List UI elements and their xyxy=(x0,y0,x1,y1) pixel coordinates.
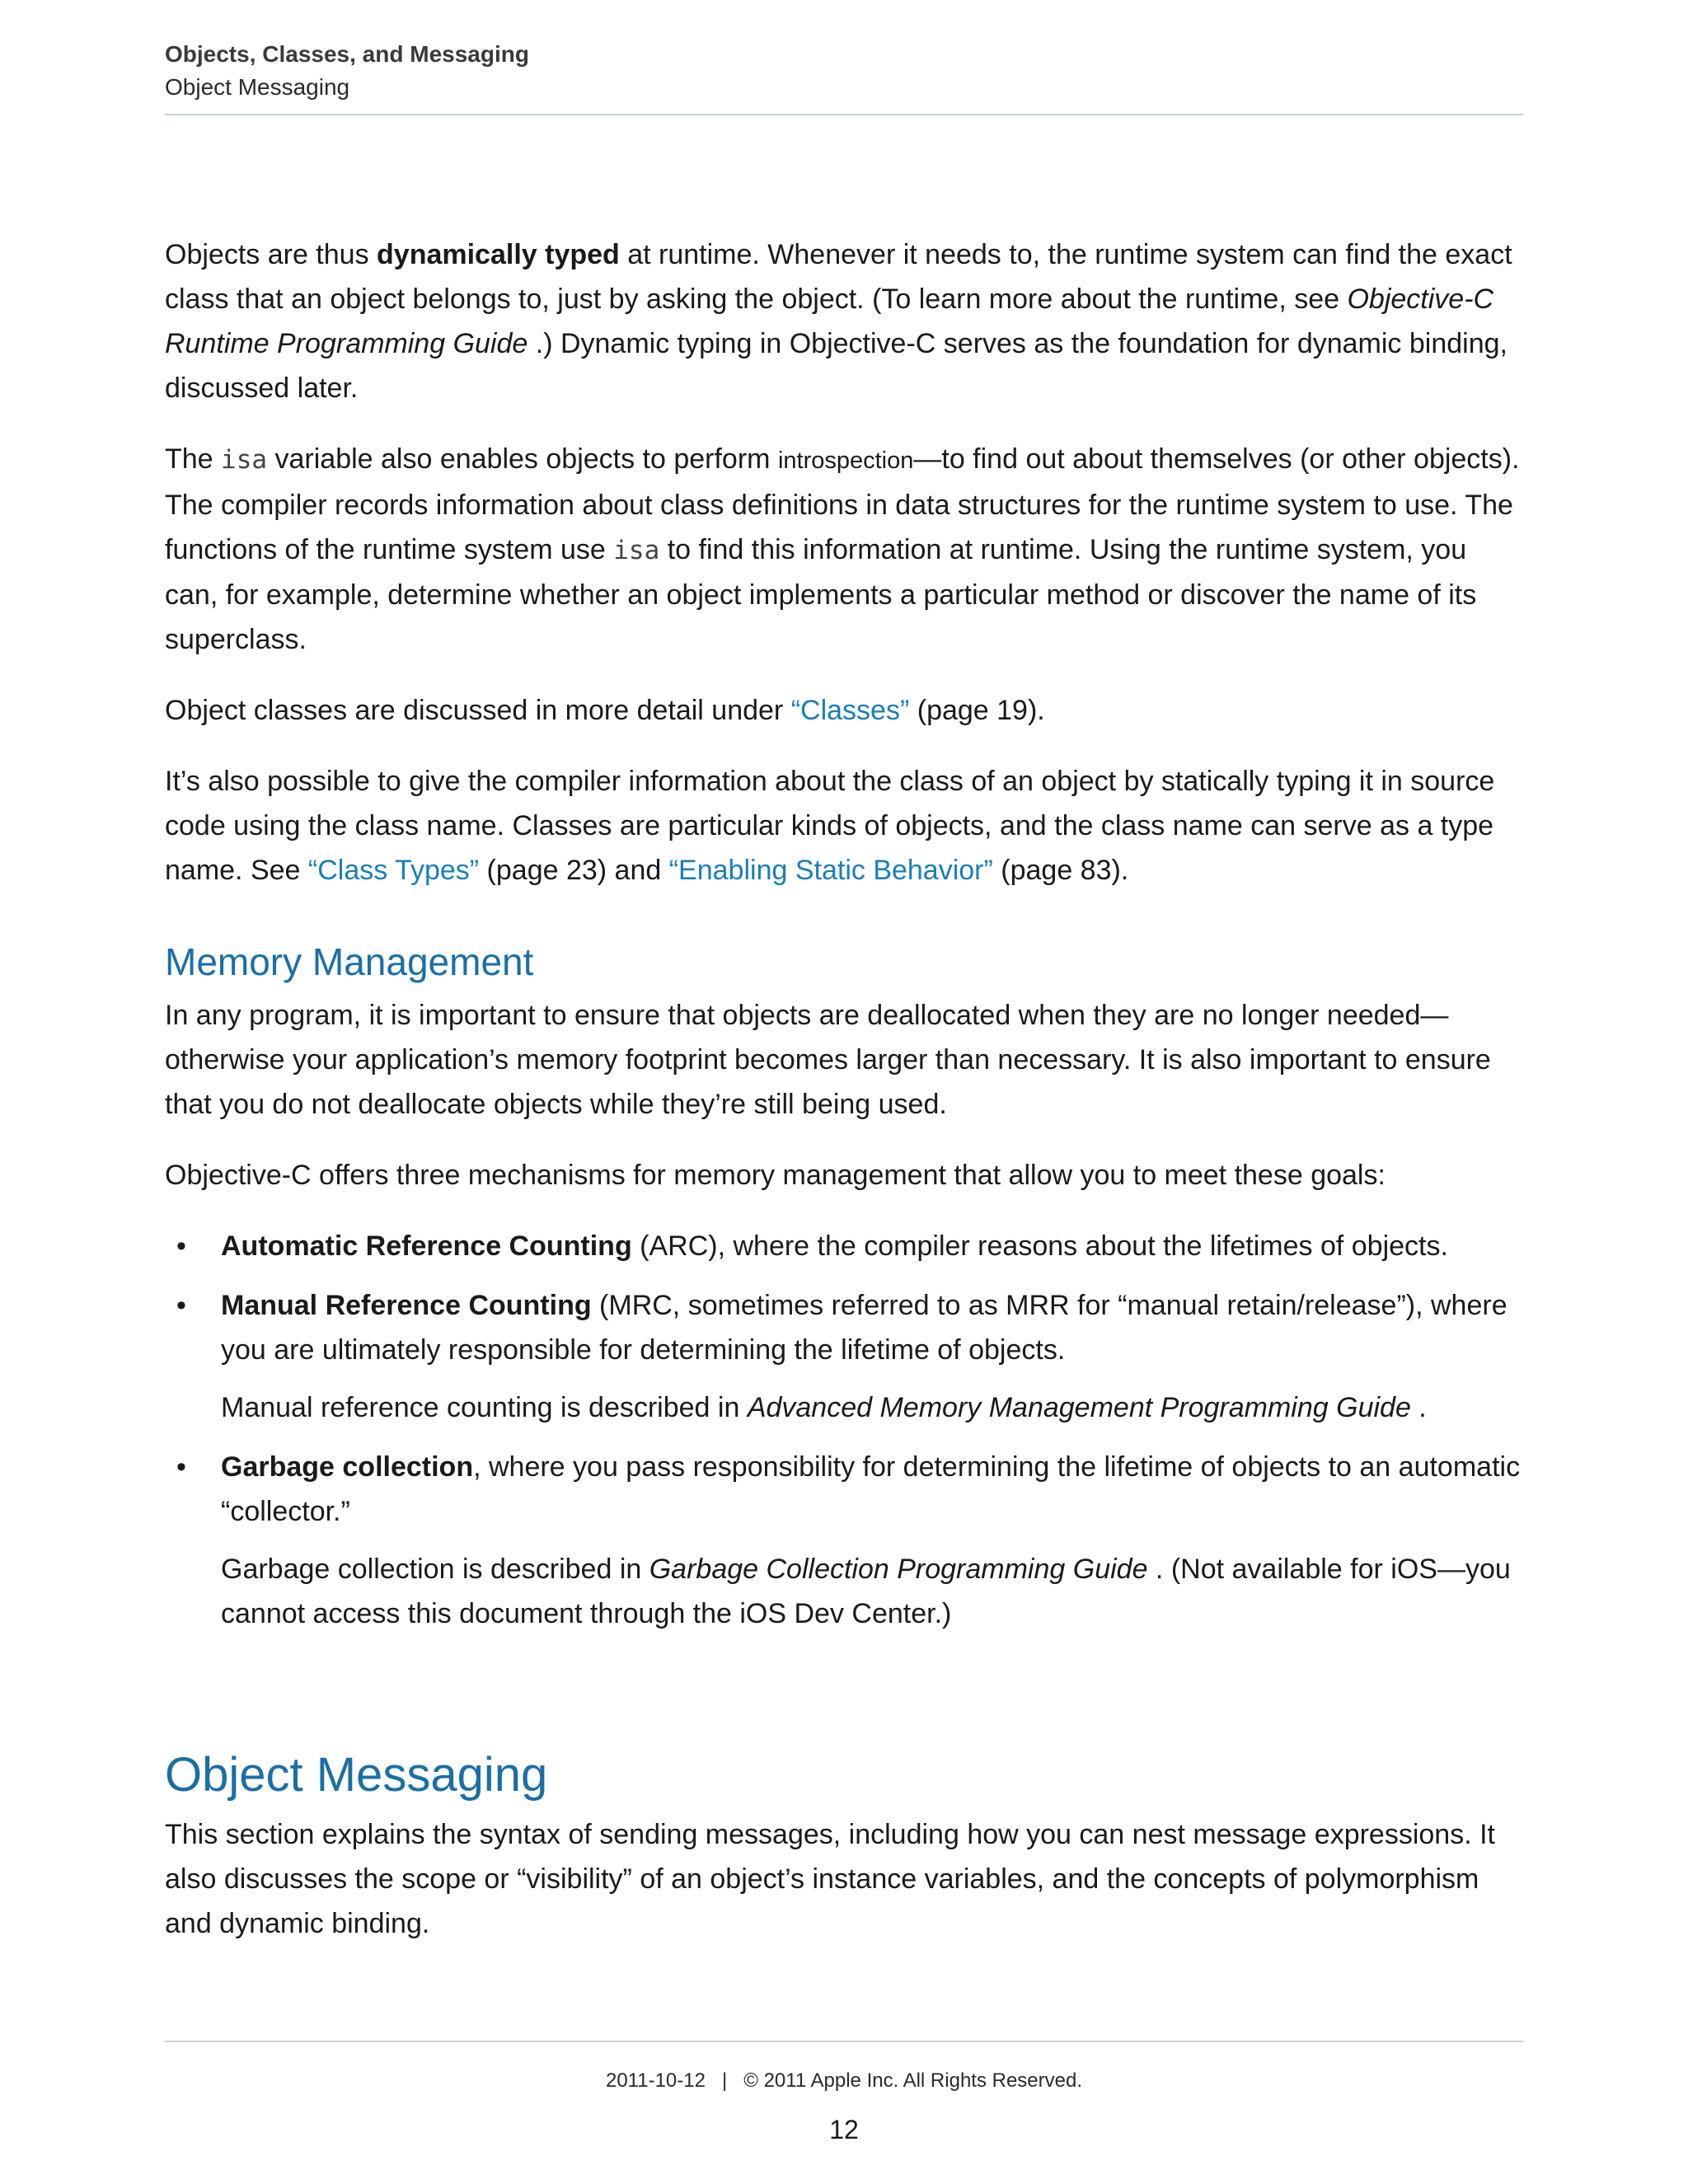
paragraph-memory-intro: In any program, it is important to ensure that objects are deallocated when they are no longer needed—otherwise your application’s memory footprint becomes larger than necessary. It is also important to ensure that you do not deallocate objects while they’re still being used. xyxy=(165,1000,1491,1120)
main-content xyxy=(165,232,1523,1972)
term-introspection: introspection xyxy=(777,448,914,474)
doc-title-memory-guide: Advanced Memory Management Programming Guide xyxy=(747,1392,1411,1423)
paragraph-static-typing xyxy=(165,759,1523,893)
text-run: . xyxy=(1410,1392,1427,1423)
link-class-types[interactable]: “Class Types” xyxy=(307,855,480,886)
text-run: to find this information at runtime. Using the runtime system, you can, for example, determine whether an object implements a particular method or discover the name of its superclass. xyxy=(165,534,1477,655)
code-isa: isa xyxy=(613,536,660,565)
term-arc: Automatic Reference Counting xyxy=(221,1230,632,1262)
chapter-title: Objects, Classes, and Messaging xyxy=(165,41,529,67)
text-run: The xyxy=(165,443,222,475)
paragraph-messaging-intro: This section explains the syntax of sending messages, including how you can nest message expressions. It also discusses the scope or “visibility” of an object’s instance variables, and the concepts of polymorphism and dynamic binding. xyxy=(165,1819,1495,1939)
bullet-icon: • xyxy=(176,1451,186,1483)
footer-copyright: 2011-10-12 | © 2011 Apple Inc. All Rights Reserved. xyxy=(605,2069,1083,2092)
list-item-garbage-collection xyxy=(165,1445,1523,1636)
text-run: Manual reference counting is described in xyxy=(221,1392,748,1423)
mrc-reference-note xyxy=(221,1385,1523,1430)
link-classes[interactable]: “Classes” xyxy=(790,695,910,726)
gc-reference-note xyxy=(221,1547,1523,1636)
footer-rule xyxy=(165,2041,1523,2042)
text-run: (page 19). xyxy=(909,695,1045,726)
term-dynamically-typed: dynamically typed xyxy=(377,239,620,270)
paragraph-object-classes xyxy=(165,688,1523,733)
text-run: —to find out about themselves (or other objects). The compiler records information about class definitions in data structures for the runtime system to use. The functions of the runtime system use xyxy=(165,443,1520,565)
code-isa: isa xyxy=(221,445,268,475)
text-run: It’s also possible to give the compiler information about the class of an object by statically typing it in source code using the class name. Classes are particular kinds of objects, and the class name can serve as a type name. See xyxy=(165,766,1495,886)
section-title: Object Messaging xyxy=(165,74,350,100)
header-rule xyxy=(165,114,1523,115)
text-run: variable also enables objects to perform xyxy=(267,443,778,475)
text-run: (ARC), where the compiler reasons about the lifetimes of objects. xyxy=(631,1230,1448,1262)
text-run: (page 83). xyxy=(992,855,1129,886)
paragraph-memory-mechanisms: Objective-C offers three mechanisms for memory management that allow you to meet these goals: xyxy=(165,1160,1386,1191)
text-run: Objects are thus xyxy=(165,239,377,270)
list-item-arc xyxy=(165,1224,1523,1268)
text-run: (MRC, sometimes referred to as MRR for “manual retain/release”), where you are ultimately responsible for determining the lifetime of objects. xyxy=(221,1290,1507,1366)
page-number: 12 xyxy=(829,2115,859,2144)
text-run: Object classes are discussed in more detail under xyxy=(165,695,791,726)
link-enabling-static-behavior[interactable]: “Enabling Static Behavior” xyxy=(668,855,993,886)
heading-memory-management: Memory Management xyxy=(165,940,534,983)
heading-object-messaging: Object Messaging xyxy=(165,1748,548,1802)
text-run: at runtime. Whenever it needs to, the runtime system can find the exact class that an object belongs to, just by asking the object. (To learn more about the runtime, see xyxy=(165,239,1512,315)
bullet-icon: • xyxy=(176,1230,186,1262)
text-run: . (Not available for iOS—you cannot access this document through the iOS Dev Center.) xyxy=(221,1554,1511,1629)
paragraph-isa-introspection xyxy=(165,437,1523,662)
running-header xyxy=(165,38,1523,104)
bullet-icon: • xyxy=(176,1290,186,1321)
text-run: (page 23) and xyxy=(479,855,669,886)
term-mrc: Manual Reference Counting xyxy=(221,1290,592,1321)
paragraph-dynamic-typing xyxy=(165,232,1523,410)
text-run: .) Dynamic typing in Objective-C serves as the foundation for dynamic binding, discussed later. xyxy=(165,328,1507,404)
text-run: , where you pass responsibility for determining the lifetime of objects to an automatic “collector.” xyxy=(221,1451,1521,1527)
doc-title-runtime-guide: Objective-C Runtime Programming Guide xyxy=(165,284,1494,359)
memory-mechanisms-list xyxy=(165,1224,1523,1636)
term-garbage-collection: Garbage collection xyxy=(221,1451,474,1483)
list-item-mrc xyxy=(165,1283,1523,1430)
text-run: Garbage collection is described in xyxy=(221,1554,649,1585)
doc-title-gc-guide: Garbage Collection Programming Guide xyxy=(649,1554,1148,1585)
